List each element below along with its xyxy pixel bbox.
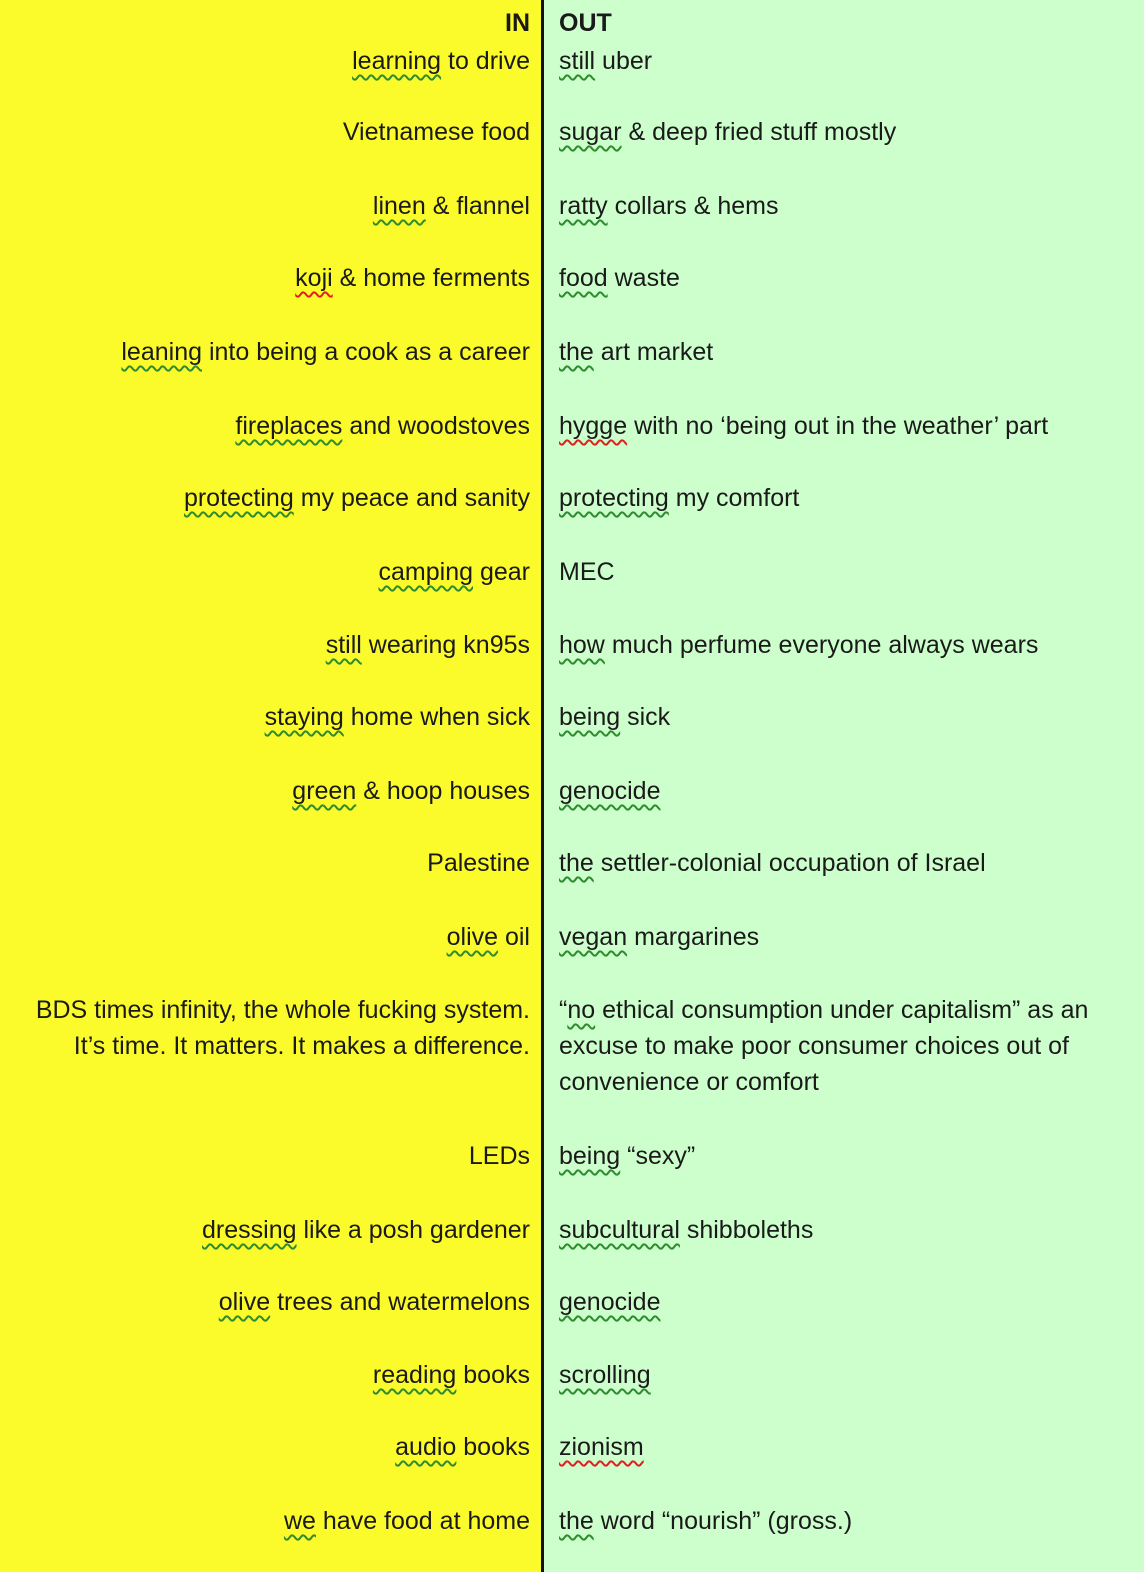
in-text: gear: [473, 558, 530, 586]
in-cell: [30, 1212, 530, 1248]
in-cell: [30, 1284, 530, 1320]
out-text: “: [559, 996, 568, 1024]
in-cell: [30, 408, 530, 444]
spellcheck-word: no: [567, 996, 596, 1024]
in-cell: [30, 699, 530, 735]
out-text: word “nourish” (gross.): [593, 1507, 853, 1535]
in-cell: [30, 334, 530, 370]
spellcheck-word: learning: [352, 47, 442, 75]
out-text: waste: [607, 264, 680, 292]
out-cell: [559, 845, 1129, 881]
in-cell: [30, 114, 530, 150]
out-text: collars & hems: [607, 192, 779, 220]
in-cell: [30, 992, 530, 1064]
out-text: ethical consumption under capitalism” as an excuse to make poor consumer choices out of convenience or comfort: [559, 996, 1089, 1096]
out-cell: [559, 334, 1129, 370]
in-cell: [30, 845, 530, 881]
in-text: books: [456, 1433, 530, 1461]
in-text: books: [456, 1361, 530, 1389]
in-cell: [30, 188, 530, 224]
in-text: have food at home: [315, 1507, 530, 1535]
header-out: OUT: [559, 9, 612, 37]
out-text: shibboleths: [679, 1216, 814, 1244]
spellcheck-word: vegan: [559, 923, 628, 951]
spellcheck-word: koji: [295, 264, 333, 292]
in-text: and woodstoves: [342, 412, 530, 440]
out-cell: [559, 627, 1129, 663]
spellcheck-word: ratty: [559, 192, 608, 220]
in-cell: [30, 480, 530, 516]
spellcheck-word: protecting: [183, 484, 294, 512]
spellcheck-word: genocide: [559, 777, 661, 805]
out-cell: [559, 408, 1129, 444]
spellcheck-word: fireplaces: [235, 412, 343, 440]
in-text: into being a cook as a career: [202, 338, 530, 366]
out-text: settler-colonial occupation of Israel: [593, 849, 986, 877]
out-cell: [559, 260, 1129, 296]
out-cell: [559, 480, 1129, 516]
in-cell: [30, 1503, 530, 1539]
in-text: BDS times infinity, the whole fucking system. It’s time. It matters. It makes a difference.: [35, 996, 530, 1060]
out-cell: [559, 1503, 1129, 1539]
in-cell: [30, 43, 530, 79]
out-cell: [559, 1212, 1129, 1248]
spellcheck-word: scrolling: [559, 1361, 651, 1389]
out-text: much perfume everyone always wears: [604, 631, 1039, 659]
in-cell: [30, 1138, 530, 1174]
out-cell: [559, 1357, 1129, 1393]
out-cell: [559, 919, 1129, 955]
in-text: LEDs: [468, 1142, 530, 1170]
spellcheck-word: audio: [395, 1433, 457, 1461]
out-cell: [559, 1284, 1129, 1320]
spellcheck-word: genocide: [559, 1288, 661, 1316]
out-cell: [559, 188, 1129, 224]
out-text: “sexy”: [620, 1142, 696, 1170]
spellcheck-word: being: [559, 703, 621, 731]
in-cell: [30, 919, 530, 955]
spellcheck-word: linen: [372, 192, 426, 220]
in-cell: [30, 627, 530, 663]
spellcheck-word: still: [559, 47, 596, 75]
spellcheck-word: still: [325, 631, 362, 659]
spellcheck-word: being: [559, 1142, 621, 1170]
in-text: trees and watermelons: [270, 1288, 530, 1316]
spellcheck-word: subcultural: [559, 1216, 680, 1244]
out-text: & deep fried stuff mostly: [621, 118, 897, 146]
spellcheck-word: hygge: [559, 412, 628, 440]
out-cell: [559, 114, 1129, 150]
out-cell: [559, 43, 1129, 79]
out-text: uber: [595, 47, 653, 75]
spellcheck-word: leaning: [121, 338, 203, 366]
in-text: oil: [498, 923, 530, 951]
header-in: IN: [505, 9, 530, 37]
out-cell: [559, 554, 1129, 590]
out-text: art market: [593, 338, 714, 366]
spellcheck-word: camping: [378, 558, 474, 586]
out-text: my comfort: [668, 484, 800, 512]
in-cell: [30, 773, 530, 809]
in-text: wearing kn95s: [361, 631, 530, 659]
out-cell: [559, 1429, 1129, 1465]
in-text: to drive: [441, 47, 530, 75]
spellcheck-word: olive: [446, 923, 499, 951]
spellcheck-word: how: [559, 631, 605, 659]
in-text: Vietnamese food: [342, 118, 530, 146]
spellcheck-word: the: [559, 1507, 594, 1535]
out-cell: [559, 1138, 1129, 1174]
in-text: my peace and sanity: [293, 484, 530, 512]
spellcheck-word: food: [559, 264, 608, 292]
out-cell: [559, 773, 1129, 809]
spellcheck-word: zionism: [559, 1433, 644, 1461]
out-text: margarines: [627, 923, 760, 951]
spellcheck-word: the: [559, 338, 594, 366]
spellcheck-word: we: [283, 1507, 316, 1535]
spellcheck-word: sugar: [559, 118, 622, 146]
in-text: home when sick: [343, 703, 530, 731]
in-text: & home ferments: [332, 264, 530, 292]
out-text: with no ‘being out in the weather’ part: [627, 412, 1049, 440]
in-cell: [30, 1429, 530, 1465]
spellcheck-word: staying: [264, 703, 344, 731]
spellcheck-word: protecting: [559, 484, 669, 512]
in-text: Palestine: [427, 849, 530, 877]
spellcheck-word: the: [559, 849, 594, 877]
out-text: sick: [620, 703, 671, 731]
out-cell: [559, 699, 1129, 735]
in-cell: [30, 554, 530, 590]
column-divider: [541, 0, 544, 1572]
in-text: & flannel: [425, 192, 530, 220]
in-cell: [30, 260, 530, 296]
spellcheck-word: green: [292, 777, 357, 805]
out-text: MEC: [559, 558, 615, 586]
spellcheck-word: dressing: [202, 1216, 297, 1244]
spellcheck-word: olive: [218, 1288, 271, 1316]
in-text: like a posh gardener: [296, 1216, 530, 1244]
in-cell: [30, 1357, 530, 1393]
out-cell: [559, 992, 1129, 1100]
in-text: & hoop houses: [356, 777, 530, 805]
spellcheck-word: reading: [372, 1361, 457, 1389]
